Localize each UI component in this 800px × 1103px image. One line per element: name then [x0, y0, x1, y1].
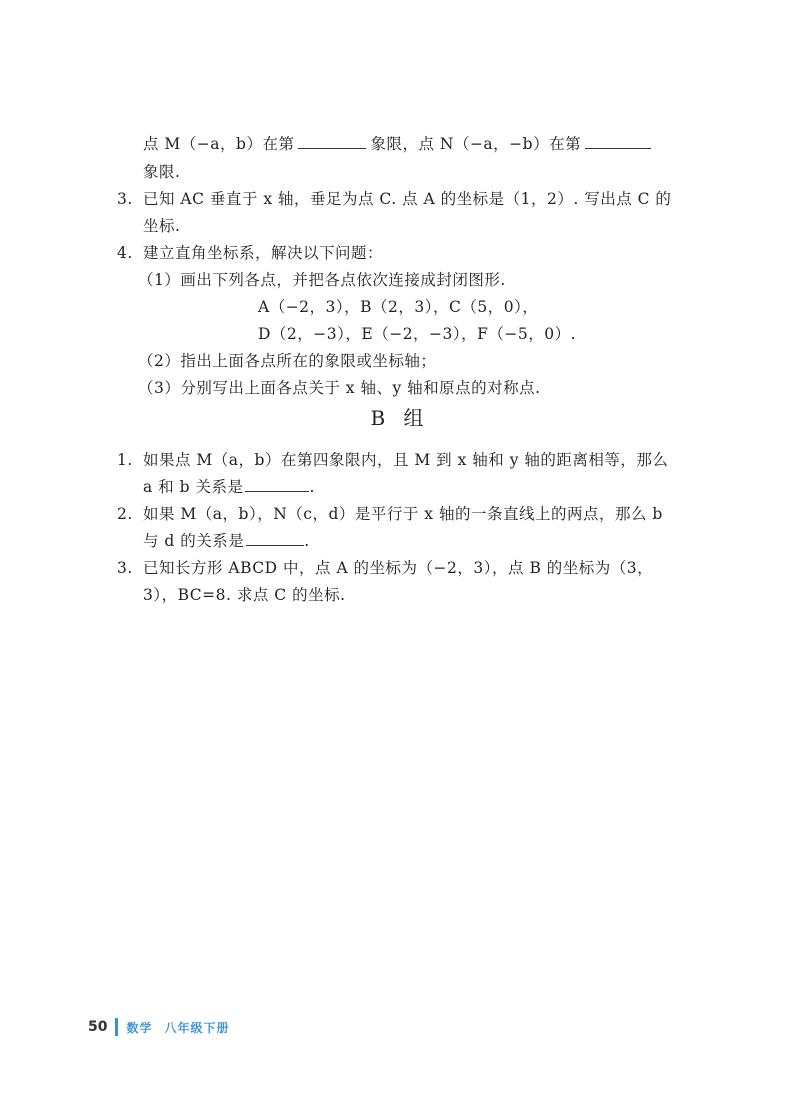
question-b3-line2: [143, 584, 346, 606]
question-continuation-line1: [143, 133, 651, 155]
book-title: 数学: [126, 1020, 153, 1035]
subquestion-text: （2）指出上面各点所在的象限或坐标轴；: [138, 352, 437, 370]
book-grade: 八年级下册: [164, 1020, 230, 1035]
answer-blank[interactable]: [585, 134, 651, 149]
subquestion-text: （3）分别写出上面各点关于 x 轴、y 轴和原点的对称点.: [138, 379, 541, 397]
question-number: 3.: [117, 190, 133, 208]
page-number: 50: [88, 1019, 108, 1035]
question-b2-line1: [117, 503, 663, 525]
question-b1-line2: [143, 476, 315, 498]
cont-text-b: 象限，点 N（−a，−b）在第: [370, 135, 582, 153]
section-title-b: B 组: [370, 406, 430, 430]
question-text: 3），BC=8. 求点 C 的坐标.: [143, 586, 346, 604]
question-a4-sub3: [138, 377, 541, 399]
question-text: a 和 b 关系是: [143, 478, 244, 496]
question-b3-line1: [117, 557, 653, 579]
question-a4-line1: [117, 242, 383, 264]
question-text: 如果点 M（a，b）在第四象限内，且 M 到 x 轴和 y 轴的距离相等，那么: [143, 451, 669, 469]
question-text: .: [309, 478, 315, 496]
question-b2-line2: [143, 530, 310, 552]
point-list: D（2，−3），E（−2，−3），F（−5，0）.: [258, 325, 577, 343]
page-footer: [88, 1016, 230, 1038]
cont-text-line2: 象限.: [143, 163, 181, 181]
question-text: 已知长方形 ABCD 中，点 A 的坐标为（−2，3），点 B 的坐标为（3，: [143, 559, 654, 577]
subquestion-text: （1）画出下列各点，并把各点依次连接成封闭图形.: [138, 271, 506, 289]
question-text: 建立直角坐标系，解决以下问题：: [143, 244, 384, 262]
question-a4-points1: [258, 296, 538, 318]
question-b1-line1: [117, 449, 668, 471]
question-number: 2.: [117, 505, 133, 523]
question-number: 1.: [117, 451, 133, 469]
question-a3-line1: [117, 188, 671, 210]
question-number: 4.: [117, 244, 133, 262]
question-number: 3.: [117, 559, 133, 577]
question-text: 已知 AC 垂直于 x 轴，垂足为点 C. 点 A 的坐标是（1，2）. 写出点 C 的: [143, 190, 672, 208]
question-a4-sub2: [138, 350, 436, 372]
footer-divider: [115, 1018, 118, 1036]
question-continuation-line2: [143, 161, 180, 183]
question-text: 如果 M（a，b），N（c，d）是平行于 x 轴的一条直线上的两点，那么 b: [143, 505, 663, 523]
question-text: 坐标.: [143, 217, 181, 235]
question-a4-points2: [258, 323, 576, 345]
cont-text-a: 点 M（−a，b）在第: [143, 135, 295, 153]
answer-blank[interactable]: [245, 477, 309, 492]
question-a4-sub1: [138, 269, 506, 291]
question-a3-line2: [143, 215, 180, 237]
question-text: .: [304, 532, 310, 550]
answer-blank[interactable]: [246, 531, 304, 546]
answer-blank[interactable]: [298, 134, 366, 149]
point-list: A（−2，3），B（2，3），C（5，0），: [258, 298, 539, 316]
question-text: 与 d 的关系是: [143, 532, 245, 550]
